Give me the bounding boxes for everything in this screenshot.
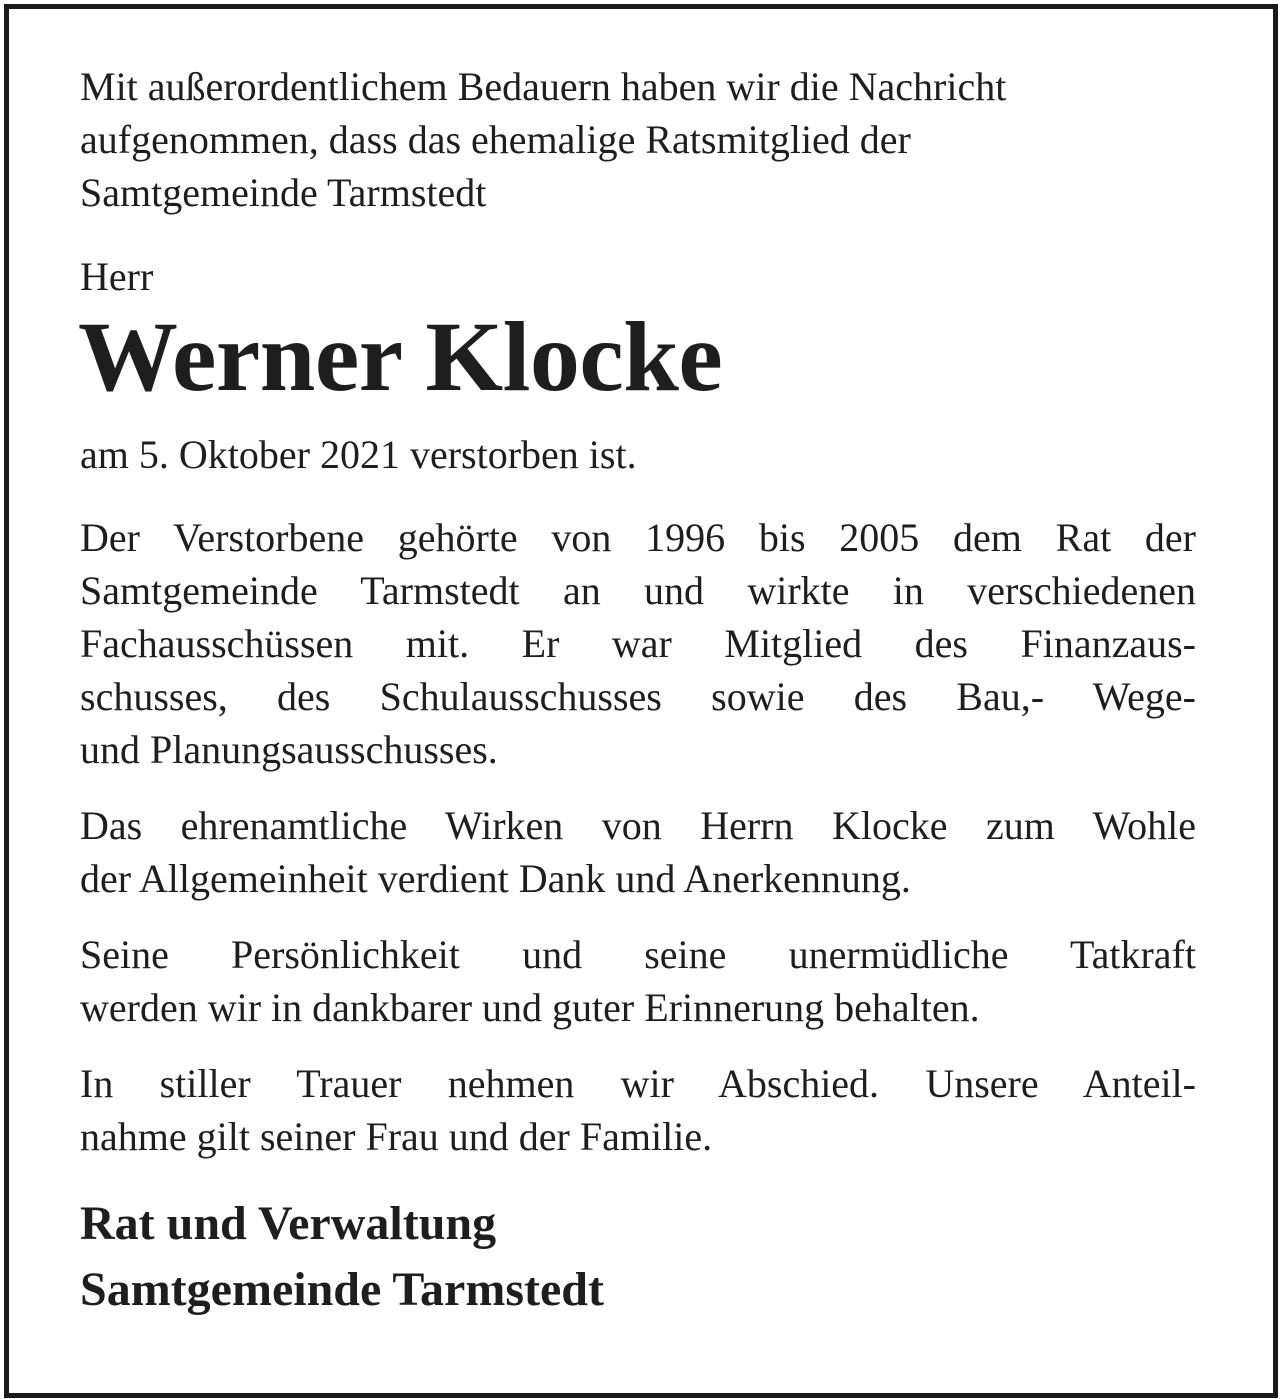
paragraph-line: In stiller Trauer nehmen wir Abschied. Unsere Anteil-	[80, 1061, 1196, 1106]
paragraph-line: Der Verstorbene gehörte von 1996 bis 2005 dem Rat der	[80, 515, 1196, 560]
intro-text	[80, 60, 1196, 219]
tenure-paragraph	[80, 511, 1196, 776]
date-of-death-line: am 5. Oktober 2021 verstorben ist.	[80, 432, 637, 477]
signature-line: Rat und Verwaltung	[80, 1197, 497, 1250]
intro-line: Mit außerordentlichem Bedauern haben wir die Nachricht	[80, 64, 1007, 109]
obituary-notice	[80, 60, 1196, 1323]
paragraph-line: Fachausschüssen mit. Er war Mitglied des Finanzaus-	[80, 621, 1196, 666]
paragraph-line: schusses, des Schulausschusses sowie des Bau,- Wege-	[80, 674, 1196, 719]
deceased-name: Werner Klocke	[78, 301, 723, 412]
paragraph-line: der Allgemeinheit verdient Dank und Anerkennung.	[80, 856, 911, 901]
paragraph-line: werden wir in dankbarer und guter Erinnerung behalten.	[80, 985, 980, 1030]
paragraph-line: Das ehrenamtliche Wirken von Herrn Klocke zum Wohle	[80, 803, 1196, 848]
remembrance-paragraph	[80, 928, 1196, 1034]
signature-block	[80, 1191, 1196, 1323]
intro-line: aufgenommen, dass das ehemalige Ratsmitglied der	[80, 117, 911, 162]
paragraph-line: nahme gilt seiner Frau und der Familie.	[80, 1114, 713, 1159]
paragraph-line: und Planungsausschusses.	[80, 727, 498, 772]
paragraph-line: Seine Persönlichkeit und seine unermüdliche Tatkraft	[80, 932, 1196, 977]
gratitude-paragraph	[80, 799, 1196, 905]
condolence-paragraph	[80, 1057, 1196, 1163]
paragraph-line: Samtgemeinde Tarmstedt an und wirkte in verschiedenen	[80, 568, 1196, 613]
signature-line: Samtgemeinde Tarmstedt	[80, 1263, 604, 1316]
salutation: Herr	[80, 254, 154, 299]
intro-line: Samtgemeinde Tarmstedt	[80, 170, 487, 215]
